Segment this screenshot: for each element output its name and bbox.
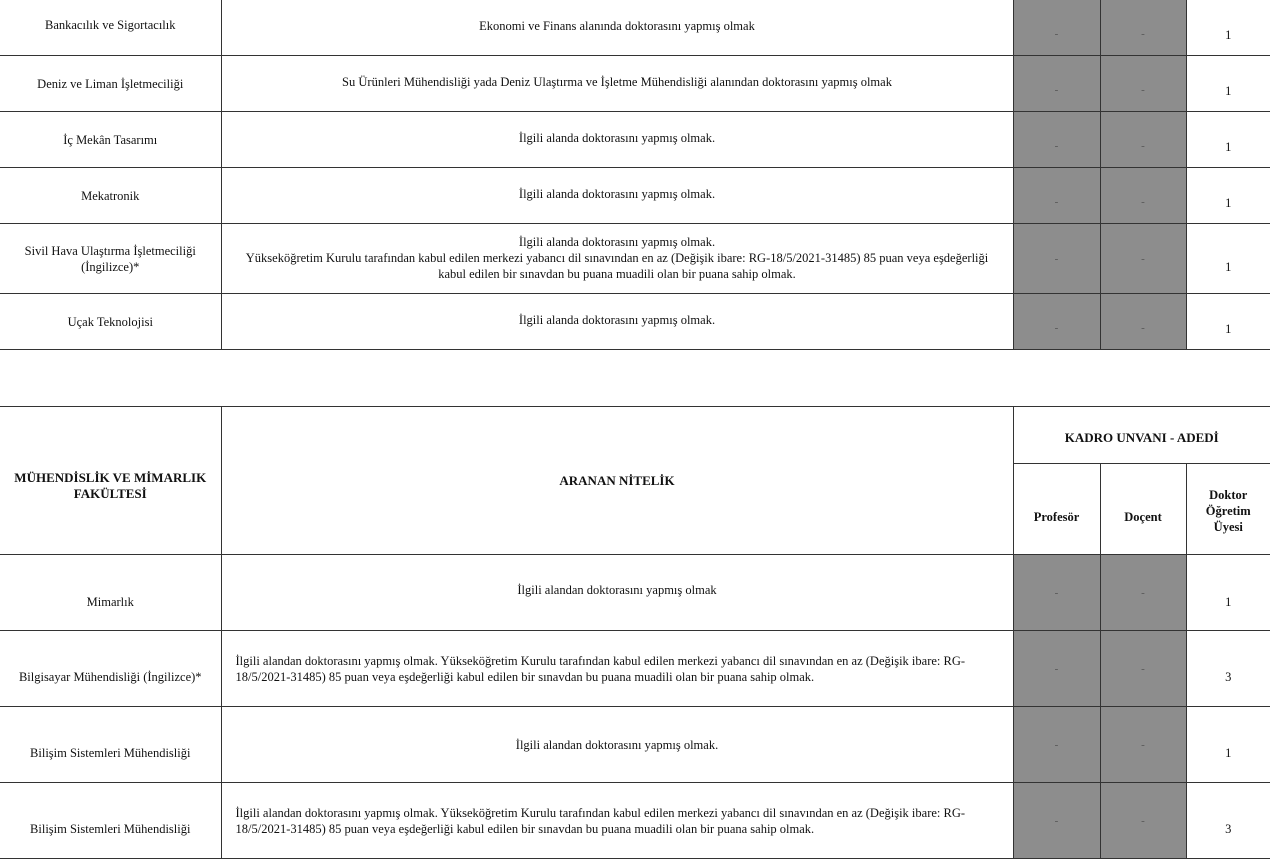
- required-qualification: İlgili alanda doktorasını yapmış olmak.: [221, 294, 1013, 350]
- staff-title-header: KADRO UNVANI - ADEDİ: [1013, 407, 1270, 464]
- required-qualification: İlgili alandan doktorasını yapmış olmak: [221, 555, 1013, 631]
- department-name: Sivil Hava Ulaştırma İşletmeciliği (İngilizce)*: [0, 224, 221, 294]
- associate-professor-count: -: [1100, 294, 1186, 350]
- assistant-professor-count: 1: [1186, 294, 1270, 350]
- department-name: Mimarlık: [0, 555, 221, 631]
- table-header-row: [0, 407, 1270, 464]
- table-row: [0, 224, 1270, 294]
- required-qualification: İlgili alandan doktorasını yapmış olmak. Yükseköğretim Kurulu tarafından kabul edilen merkezi yabancı dil sınavından en az (Değişik ibare: RG-18/5/2021-31485) 85 puan veya eşdeğerliği kabul edilen bir sınavdan bu puana muadili olan bir puana sahip olmak.: [221, 631, 1013, 707]
- table-row: [0, 294, 1270, 350]
- associate-professor-count: -: [1100, 224, 1186, 294]
- associate-professor-count: -: [1100, 56, 1186, 112]
- faculty-table-1: [0, 0, 1270, 350]
- assistant-professor-count: 3: [1186, 631, 1270, 707]
- associate-professor-count: -: [1100, 783, 1186, 859]
- professor-count: -: [1013, 631, 1100, 707]
- table-row: [0, 56, 1270, 112]
- department-name: Deniz ve Liman İşletmeciliği: [0, 56, 221, 112]
- assistant-professor-column-header: Doktor Öğretim Üyesi: [1186, 464, 1270, 555]
- table-row: [0, 555, 1270, 631]
- required-qualification: [221, 224, 1013, 294]
- associate-professor-count: -: [1100, 112, 1186, 168]
- faculty-table-2: [0, 406, 1270, 859]
- professor-count: -: [1013, 112, 1100, 168]
- required-qualification: Su Ürünleri Mühendisliği yada Deniz Ulaştırma ve İşletme Mühendisliği alanından doktorasını yapmış olmak: [221, 56, 1013, 112]
- required-qualification: İlgili alanda doktorasını yapmış olmak.: [221, 112, 1013, 168]
- faculty-title: MÜHENDİSLİK VE MİMARLIK FAKÜLTESİ: [0, 407, 221, 555]
- department-name: Bilişim Sistemleri Mühendisliği: [0, 783, 221, 859]
- assistant-professor-count: 1: [1186, 168, 1270, 224]
- qualification-line: İlgili alanda doktorasını yapmış olmak.: [518, 235, 716, 249]
- professor-count: -: [1013, 707, 1100, 783]
- table-row: [0, 707, 1270, 783]
- table-row: [0, 168, 1270, 224]
- assistant-professor-count: 1: [1186, 56, 1270, 112]
- associate-professor-count: -: [1100, 707, 1186, 783]
- assistant-professor-count: 1: [1186, 555, 1270, 631]
- professor-count: -: [1013, 168, 1100, 224]
- qualification-header: ARANAN NİTELİK: [221, 407, 1013, 555]
- table-row: [0, 0, 1270, 56]
- assistant-professor-count: 1: [1186, 707, 1270, 783]
- professor-count: -: [1013, 294, 1100, 350]
- department-name: Uçak Teknolojisi: [0, 294, 221, 350]
- associate-professor-count: -: [1100, 555, 1186, 631]
- table-row: [0, 112, 1270, 168]
- department-name: Bilgisayar Mühendisliği (İngilizce)*: [0, 631, 221, 707]
- associate-professor-count: -: [1100, 168, 1186, 224]
- qualification-line: Yükseköğretim Kurulu tarafından kabul edilen merkezi yabancı dil sınavından en az (Değişik ibare: RG-18/5/2021-31485) 85 puan veya eşdeğerliği kabul edilen bir sınavdan bu puana muadili olan bir puana sahip olmak.: [245, 251, 989, 281]
- associate-professor-count: -: [1100, 0, 1186, 56]
- assistant-professor-count: 1: [1186, 0, 1270, 56]
- professor-count: -: [1013, 224, 1100, 294]
- department-name: İç Mekân Tasarımı: [0, 112, 221, 168]
- professor-count: -: [1013, 56, 1100, 112]
- department-name: Bankacılık ve Sigortacılık: [0, 0, 221, 56]
- required-qualification: Ekonomi ve Finans alanında doktorasını yapmış olmak: [221, 0, 1013, 56]
- required-qualification: İlgili alanda doktorasını yapmış olmak.: [221, 168, 1013, 224]
- professor-count: -: [1013, 555, 1100, 631]
- table-row: [0, 783, 1270, 859]
- associate-professor-count: -: [1100, 631, 1186, 707]
- table-row: [0, 631, 1270, 707]
- professor-count: -: [1013, 0, 1100, 56]
- professor-column-header: Profesör: [1013, 464, 1100, 555]
- assistant-professor-count: 1: [1186, 112, 1270, 168]
- associate-professor-column-header: Doçent: [1100, 464, 1186, 555]
- department-name: Mekatronik: [0, 168, 221, 224]
- required-qualification: İlgili alandan doktorasını yapmış olmak. Yükseköğretim Kurulu tarafından kabul edilen merkezi yabancı dil sınavından en az (Değişik ibare: RG-18/5/2021-31485) 85 puan veya eşdeğerliği kabul edilen bir sınavdan bu puana muadili olan bir puana sahip olmak.: [221, 783, 1013, 859]
- assistant-professor-count: 1: [1186, 224, 1270, 294]
- assistant-professor-count: 3: [1186, 783, 1270, 859]
- department-name: Bilişim Sistemleri Mühendisliği: [0, 707, 221, 783]
- professor-count: -: [1013, 783, 1100, 859]
- required-qualification: İlgili alandan doktorasını yapmış olmak.: [221, 707, 1013, 783]
